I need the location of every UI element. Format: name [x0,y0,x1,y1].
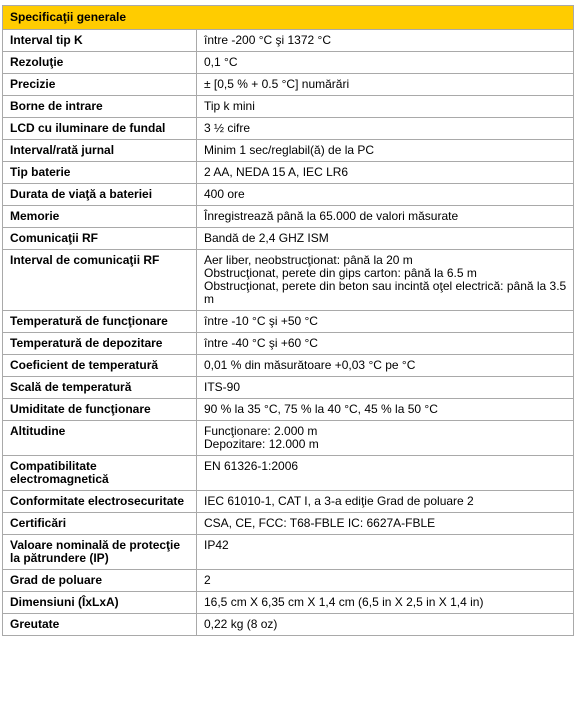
spec-label: Scală de temperatură [3,377,197,399]
spec-value-line: 2 [204,573,211,587]
spec-value-line: ITS-90 [204,380,241,394]
spec-value [197,118,574,140]
spec-value [197,491,574,513]
spec-value [197,52,574,74]
table-row [3,311,574,333]
spec-label: Comunicaţii RF [3,228,197,250]
spec-label: Interval/rată jurnal [3,140,197,162]
spec-label: Interval de comunicaţii RF [3,250,197,311]
table-row [3,456,574,491]
spec-value [197,206,574,228]
spec-value-line: IP42 [204,538,229,552]
spec-label: Coeficient de temperatură [3,355,197,377]
spec-label: Certificări [3,513,197,535]
table-row [3,592,574,614]
spec-value [197,250,574,311]
table-row [3,333,574,355]
spec-value [197,74,574,96]
spec-label: Dimensiuni (ÎxLxA) [3,592,197,614]
table-row [3,399,574,421]
spec-value-line: între -40 °C şi +60 °C [204,336,318,350]
table-row [3,162,574,184]
specifications-table [2,5,574,636]
table-row [3,140,574,162]
spec-value [197,96,574,118]
spec-value [197,421,574,456]
table-row [3,206,574,228]
spec-value [197,614,574,636]
spec-label: Temperatură de depozitare [3,333,197,355]
spec-label: Umiditate de funcţionare [3,399,197,421]
spec-label: Temperatură de funcţionare [3,311,197,333]
spec-value-line: între -200 °C şi 1372 °C [204,33,331,47]
spec-label: Durata de viaţă a bateriei [3,184,197,206]
spec-value [197,30,574,52]
spec-value-line: 0,1 °C [204,55,238,69]
spec-value-line: Tip k mini [204,99,255,113]
spec-value-line: 3 ½ cifre [204,121,251,135]
spec-value-line: Aer liber, neobstrucţionat: până la 20 m [204,253,413,267]
spec-value-line: Depozitare: 12.000 m [204,437,319,451]
spec-value [197,184,574,206]
spec-value-line: Minim 1 sec/reglabil(ă) de la PC [204,143,375,157]
spec-value-line: EN 61326-1:2006 [204,459,299,473]
table-row [3,74,574,96]
spec-value [197,333,574,355]
spec-label: Compatibilitate electromagnetică [3,456,197,491]
spec-label: Memorie [3,206,197,228]
spec-label: Precizie [3,74,197,96]
spec-value [197,140,574,162]
spec-value-line: Obstrucţionat, perete din gips carton: până la 6.5 m [204,266,477,280]
table-row [3,96,574,118]
table-row [3,30,574,52]
table-row [3,228,574,250]
table-row [3,52,574,74]
spec-value-line: IEC 61010-1, CAT I, a 3-a ediţie Grad de poluare 2 [204,494,474,508]
spec-value-line: 2 AA, NEDA 15 A, IEC LR6 [204,165,349,179]
spec-value-line: 90 % la 35 °C, 75 % la 40 °C, 45 % la 50 °C [204,402,438,416]
spec-value-line: 0,01 % din măsurătoare +0,03 °C pe °C [204,358,416,372]
spec-label: LCD cu iluminare de fundal [3,118,197,140]
table-row [3,377,574,399]
table-row [3,513,574,535]
table-row [3,421,574,456]
specifications-table-body [3,6,574,636]
spec-label: Altitudine [3,421,197,456]
spec-value-line: 0,22 kg (8 oz) [204,617,278,631]
table-row [3,250,574,311]
spec-label: Grad de poluare [3,570,197,592]
table-row [3,184,574,206]
spec-value [197,377,574,399]
spec-value [197,535,574,570]
table-row [3,355,574,377]
spec-value-line: CSA, CE, FCC: T68-FBLE IC: 6627A-FBLE [204,516,436,530]
spec-value-line: ± [0,5 % + 0.5 °C] numărări [204,77,350,91]
spec-value [197,399,574,421]
spec-value [197,228,574,250]
table-row [3,535,574,570]
spec-value [197,355,574,377]
table-header-row [3,6,574,30]
spec-value-line: 16,5 cm X 6,35 cm X 1,4 cm (6,5 in X 2,5 in X 1,4 in) [204,595,484,609]
spec-label: Valoare nominală de protecţie la pătrundere (IP) [3,535,197,570]
spec-value-line: Înregistrează până la 65.000 de valori măsurate [204,209,459,223]
table-row [3,614,574,636]
spec-value [197,592,574,614]
table-row [3,570,574,592]
spec-value-line: Obstrucţionat, perete din beton sau incintă oţel electrică: până la 3.5 m [204,279,567,306]
spec-label: Conformitate electrosecuritate [3,491,197,513]
spec-value-line: Funcţionare: 2.000 m [204,424,318,438]
spec-value-line: Bandă de 2,4 GHZ ISM [204,231,329,245]
spec-value [197,162,574,184]
table-title: Specificaţii generale [3,6,574,30]
spec-label: Greutate [3,614,197,636]
spec-label: Borne de intrare [3,96,197,118]
spec-value [197,570,574,592]
spec-label: Interval tip K [3,30,197,52]
spec-value-line: 400 ore [204,187,245,201]
spec-value [197,456,574,491]
spec-value [197,513,574,535]
spec-label: Tip baterie [3,162,197,184]
table-row [3,118,574,140]
spec-label: Rezoluţie [3,52,197,74]
spec-value [197,311,574,333]
spec-value-line: între -10 °C şi +50 °C [204,314,318,328]
table-row [3,491,574,513]
